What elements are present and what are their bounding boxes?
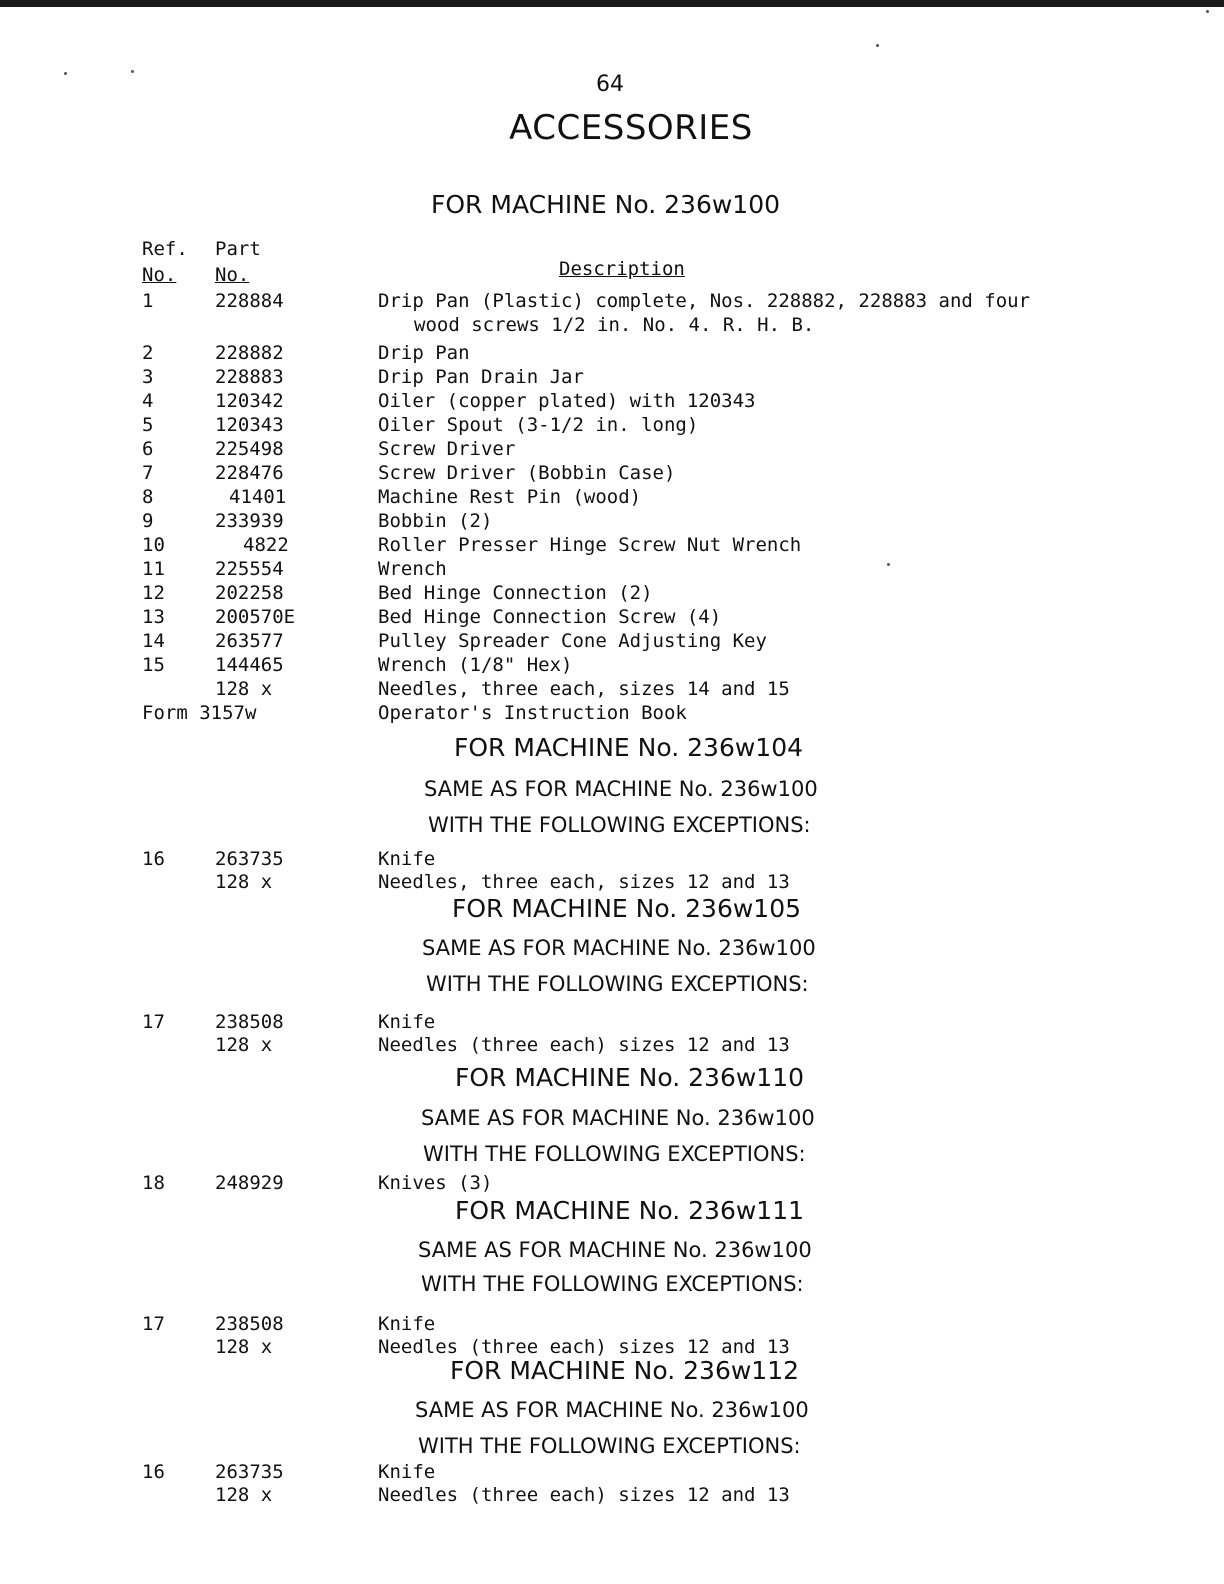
part-no: 144465	[215, 654, 284, 676]
table-row	[0, 486, 1224, 510]
description: Bed Hinge Connection Screw (4)	[378, 606, 722, 628]
description: Bobbin (2)	[378, 510, 493, 532]
part-no: 128 x	[215, 871, 273, 893]
table-row	[0, 414, 1224, 438]
part-no: 41401	[229, 486, 287, 508]
part-no: 233939	[215, 510, 284, 532]
ref-no-header	[142, 236, 188, 288]
ref-no: 1	[142, 290, 154, 312]
description: Knife	[378, 1461, 436, 1483]
part-no: 128 x	[215, 1034, 273, 1056]
part-no: 120343	[215, 414, 284, 436]
part-no: 128 x	[215, 1336, 273, 1358]
section-heading-236w112: FOR MACHINE No. 236w112	[450, 1356, 800, 1385]
part-no: 202258	[215, 582, 284, 604]
table-row	[0, 1484, 1224, 1508]
exceptions-note: WITH THE FOLLOWING EXCEPTIONS:	[421, 1272, 804, 1296]
table-row	[0, 1461, 1224, 1485]
ref-no: 11	[142, 558, 165, 580]
part-no: 120342	[215, 390, 284, 412]
exceptions-note: WITH THE FOLLOWING EXCEPTIONS:	[426, 972, 809, 996]
ref-no: 15	[142, 654, 165, 676]
description: Knife	[378, 848, 436, 870]
table-row	[0, 1172, 1224, 1196]
part-no-header	[215, 236, 261, 288]
description: Machine Rest Pin (wood)	[378, 486, 642, 508]
part-no: 225554	[215, 558, 284, 580]
part-no: 263735	[215, 848, 284, 870]
part-no: 228884	[215, 290, 284, 312]
part-no: 263577	[215, 630, 284, 652]
description: Oiler (copper plated) with 120343	[378, 390, 756, 412]
description: Operator's Instruction Book	[378, 702, 687, 724]
part-no: 228476	[215, 462, 284, 484]
table-row	[0, 630, 1224, 654]
table-row	[0, 558, 1224, 582]
part-no: 263735	[215, 1461, 284, 1483]
description: Needles, three each, sizes 14 and 15	[378, 678, 790, 700]
part-no: 4822	[243, 534, 289, 556]
ref-no: 2	[142, 342, 154, 364]
description: Screw Driver (Bobbin Case)	[378, 462, 676, 484]
description-header	[559, 256, 685, 282]
ref-no: 5	[142, 414, 154, 436]
ref-no: 7	[142, 462, 154, 484]
table-row	[0, 1313, 1224, 1337]
table-row	[0, 290, 1224, 336]
table-row	[0, 390, 1224, 414]
ref-header-top: Ref.	[142, 238, 188, 260]
description-header-label: Description	[559, 258, 685, 280]
part-no: 238508	[215, 1313, 284, 1335]
description: Wrench	[378, 558, 447, 580]
table-row	[0, 438, 1224, 462]
table-row	[0, 606, 1224, 630]
description: Roller Presser Hinge Screw Nut Wrench	[378, 534, 802, 556]
ref-no: 17	[142, 1011, 165, 1033]
description: Needles (three each) sizes 12 and 13	[378, 1336, 790, 1358]
ref-no: 13	[142, 606, 165, 628]
description: Knife	[378, 1313, 436, 1335]
part-no: 128 x	[215, 1484, 273, 1506]
table-row	[0, 1011, 1224, 1035]
ref-no: 16	[142, 1461, 165, 1483]
description: Oiler Spout (3-1/2 in. long)	[378, 414, 699, 436]
table-row	[0, 871, 1224, 895]
table-row	[0, 462, 1224, 486]
same-as-note: SAME AS FOR MACHINE No. 236w100	[418, 1238, 812, 1262]
description: Pulley Spreader Cone Adjusting Key	[378, 630, 767, 652]
description: Needles (three each) sizes 12 and 13	[378, 1034, 790, 1056]
part-header-bottom: No.	[215, 264, 250, 286]
ref-no: 10	[142, 534, 165, 556]
description: Knives (3)	[378, 1172, 493, 1194]
scan-speck	[876, 44, 879, 47]
description: Drip Pan	[378, 342, 470, 364]
exceptions-note: WITH THE FOLLOWING EXCEPTIONS:	[418, 1434, 801, 1458]
ref-no: 8	[142, 486, 154, 508]
ref-no: 14	[142, 630, 165, 652]
section-heading-236w104: FOR MACHINE No. 236w104	[454, 733, 804, 762]
ref-no: 18	[142, 1172, 165, 1194]
part-no: 225498	[215, 438, 284, 460]
part-no: 128 x	[215, 678, 273, 700]
table-row	[0, 582, 1224, 606]
description: Needles, three each, sizes 12 and 13	[378, 871, 790, 893]
part-no: 200570E	[215, 606, 296, 628]
table-row	[0, 702, 1224, 726]
ref-no: 9	[142, 510, 154, 532]
description: Needles (three each) sizes 12 and 13	[378, 1484, 790, 1506]
description: Wrench (1/8" Hex)	[378, 654, 573, 676]
section-heading-236w111: FOR MACHINE No. 236w111	[455, 1196, 805, 1225]
page-number: 64	[596, 72, 624, 97]
description: Bed Hinge Connection (2)	[378, 582, 653, 604]
table-row	[0, 678, 1224, 702]
ref-no: 3	[142, 366, 154, 388]
table-row	[0, 534, 1224, 558]
ref-header-bottom: No.	[142, 264, 177, 286]
description: Drip Pan Drain Jar	[378, 366, 584, 388]
part-no: 228882	[215, 342, 284, 364]
ref-no: 12	[142, 582, 165, 604]
description: Knife	[378, 1011, 436, 1033]
table-row	[0, 510, 1224, 534]
part-header-top: Part	[215, 238, 261, 260]
ref-no: 4	[142, 390, 154, 412]
same-as-note: SAME AS FOR MACHINE No. 236w100	[421, 1106, 815, 1130]
page-title: ACCESSORIES	[509, 108, 753, 148]
description-continued: wood screws 1/2 in. No. 4. R. H. B.	[414, 314, 815, 336]
section-heading-236w100: FOR MACHINE No. 236w100	[431, 190, 781, 219]
same-as-note: SAME AS FOR MACHINE No. 236w100	[424, 777, 818, 801]
scan-speck	[64, 72, 67, 75]
section-heading-236w105: FOR MACHINE No. 236w105	[452, 894, 802, 923]
table-row	[0, 366, 1224, 390]
table-row	[0, 1034, 1224, 1058]
description: Screw Driver	[378, 438, 516, 460]
table-row	[0, 342, 1224, 366]
part-no: 238508	[215, 1011, 284, 1033]
part-no: 248929	[215, 1172, 284, 1194]
part-no: 228883	[215, 366, 284, 388]
scan-speck	[131, 70, 134, 73]
ref-no: Form 3157w	[142, 702, 257, 724]
exceptions-note: WITH THE FOLLOWING EXCEPTIONS:	[428, 813, 811, 837]
exceptions-note: WITH THE FOLLOWING EXCEPTIONS:	[423, 1142, 806, 1166]
description: Drip Pan (Plastic) complete, Nos. 228882, 228883 and four	[378, 290, 1031, 312]
scan-speck	[1206, 10, 1209, 13]
same-as-note: SAME AS FOR MACHINE No. 236w100	[422, 936, 816, 960]
section-heading-236w110: FOR MACHINE No. 236w110	[455, 1063, 805, 1092]
same-as-note: SAME AS FOR MACHINE No. 236w100	[415, 1398, 809, 1422]
table-row	[0, 654, 1224, 678]
ref-no: 17	[142, 1313, 165, 1335]
table-row	[0, 848, 1224, 872]
scan-top-border	[0, 0, 1224, 7]
ref-no: 6	[142, 438, 154, 460]
ref-no: 16	[142, 848, 165, 870]
